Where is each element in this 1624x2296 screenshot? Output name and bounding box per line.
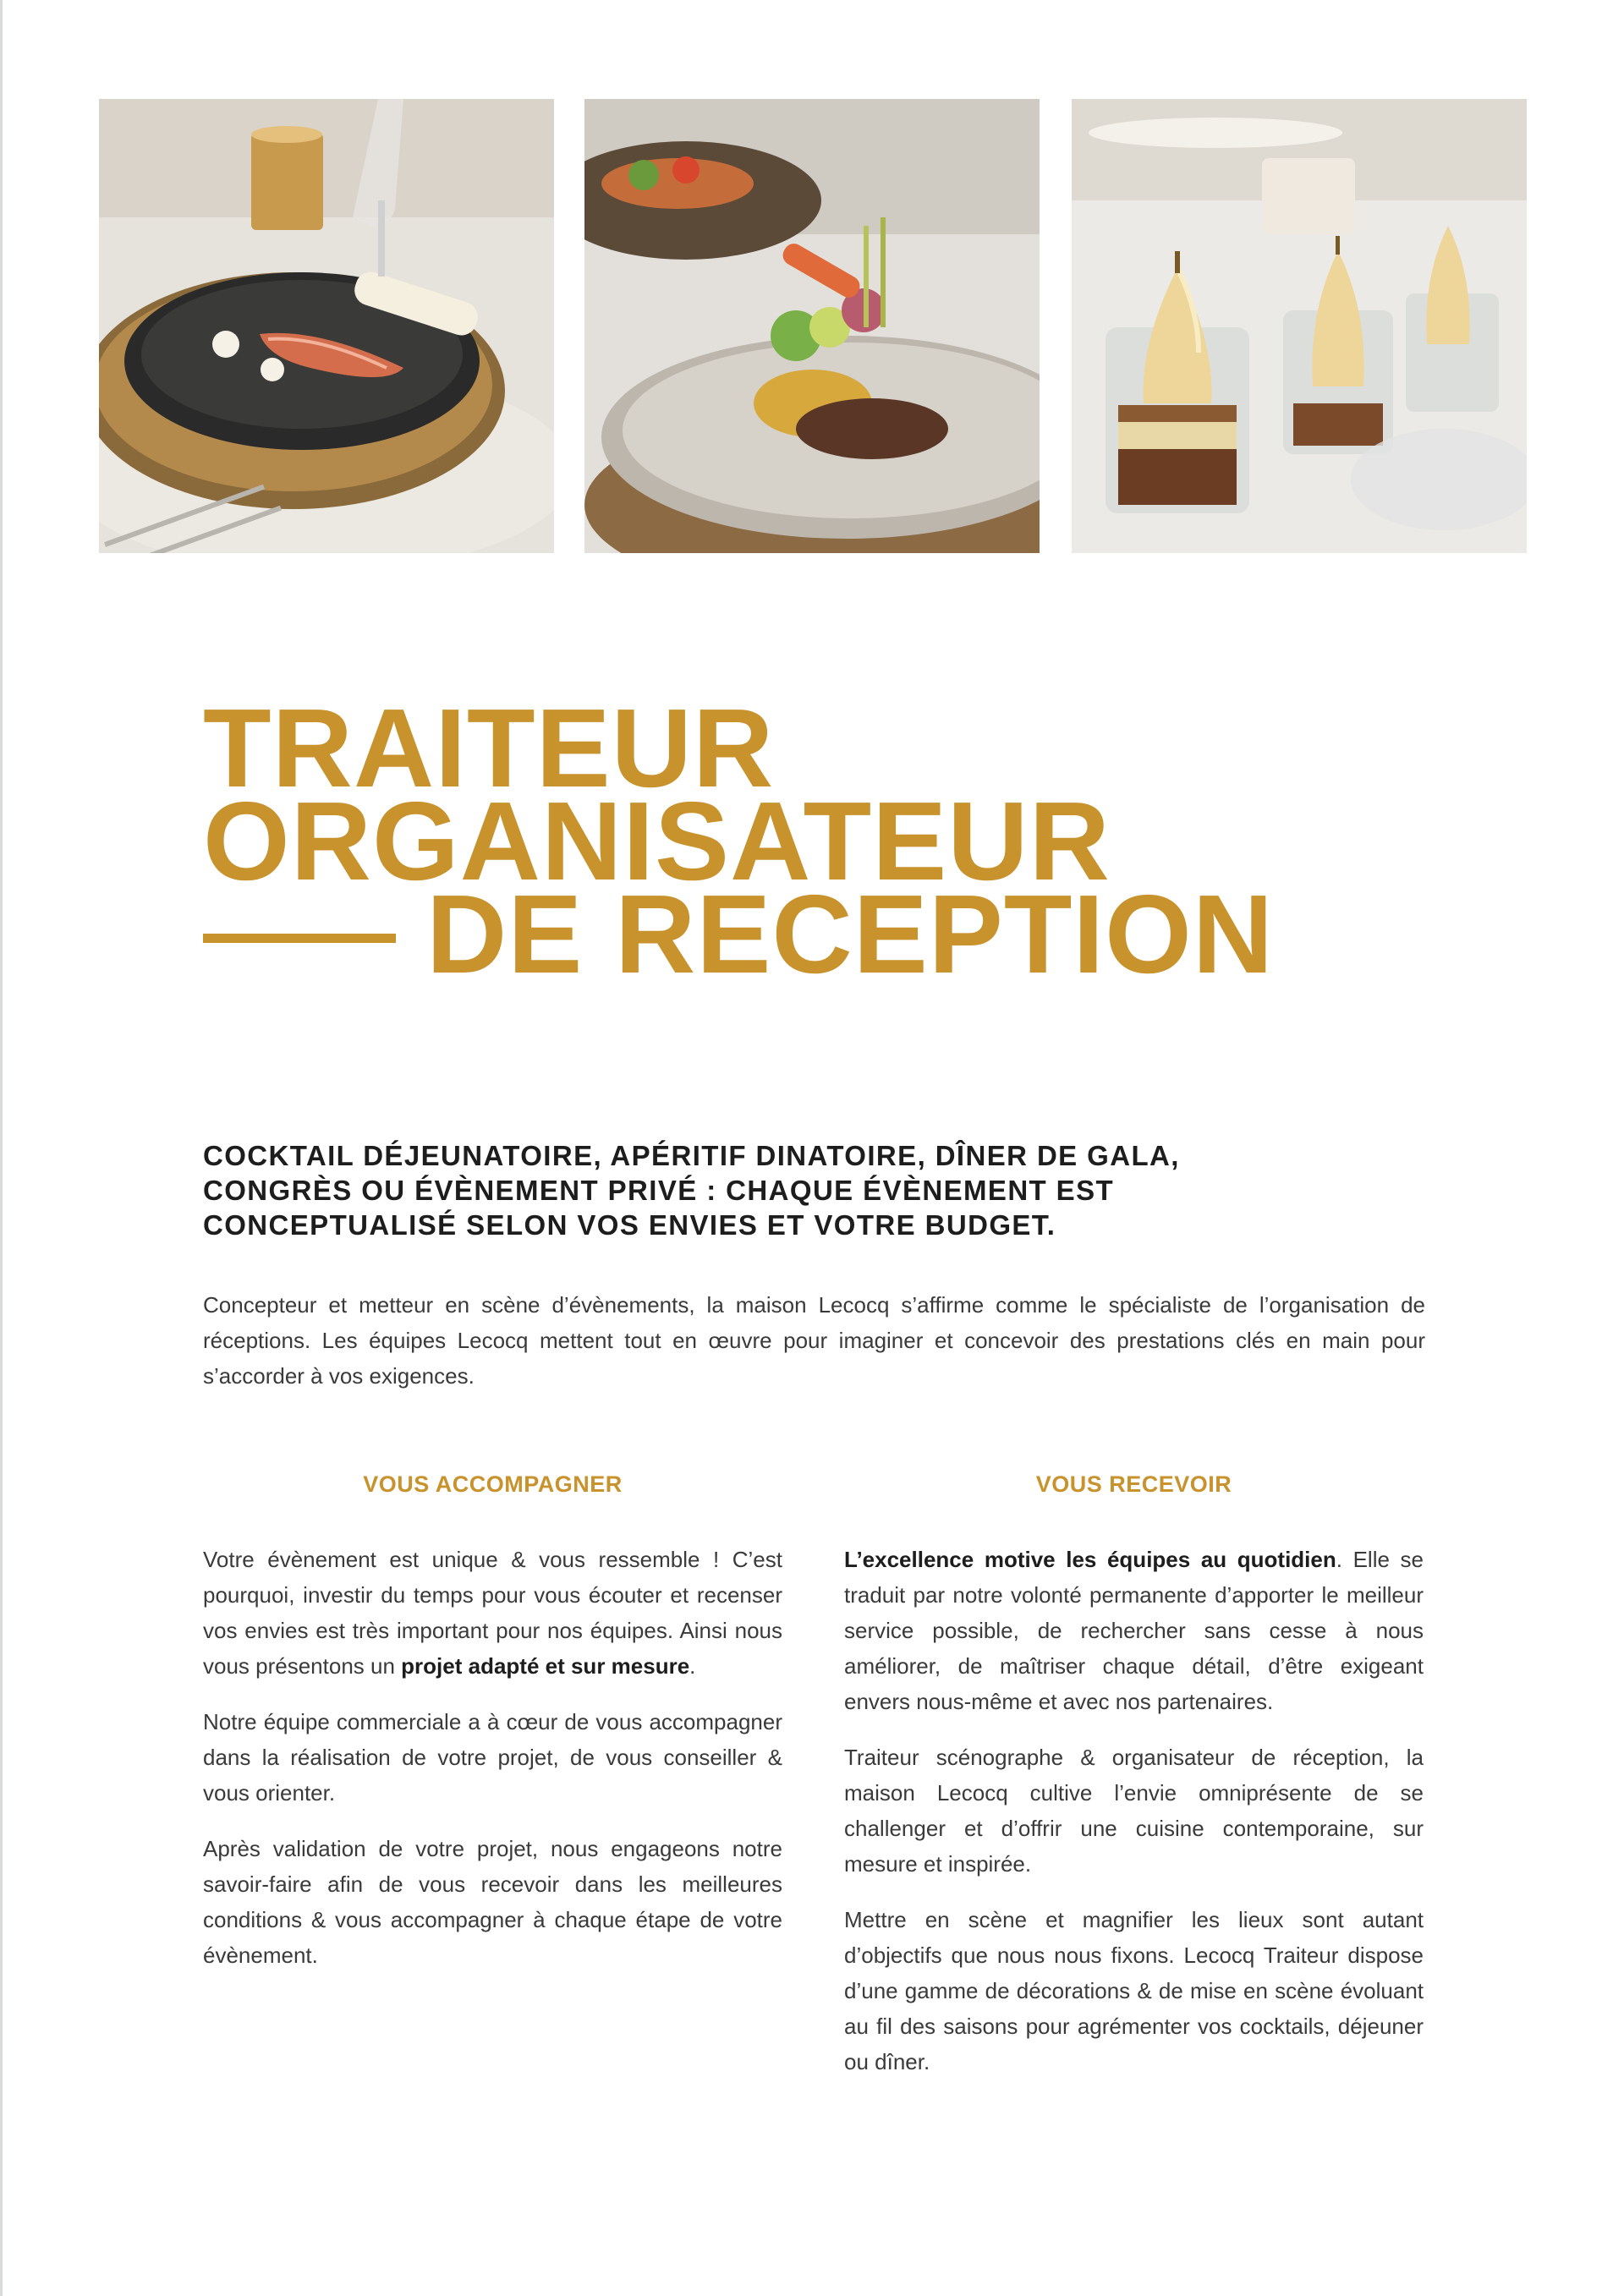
column-accompagner (203, 1471, 782, 1993)
title-line-1: TRAITEUR (203, 686, 775, 810)
right-p1-text: . Elle se traduit par notre volonté permanente d’apporter le meilleur service possible, de rechercher sans cesse à nous améliorer, de maîtriser chaque détail, d’être exigeant envers nous-même et avec nos partenaires. (844, 1547, 1424, 1714)
photo-salmon-plate (99, 99, 554, 553)
right-paragraph-1 (844, 1542, 1424, 1719)
column-heading-accompagner: VOUS ACCOMPAGNER (363, 1471, 623, 1497)
title-line-2: ORGANISATEUR (203, 779, 1111, 903)
photo-pear-dessert-jars (1072, 99, 1527, 553)
left-p1-end: . (689, 1653, 696, 1679)
left-paragraph-2: Notre équipe commerciale a à cœur de vous accompagner dans la réalisation de votre projet, de vous conseiller & vous orienter. (203, 1709, 782, 1806)
left-paragraph-3: Après validation de votre projet, nous engageons notre savoir-faire afin de vous recevoir dans les meilleures conditions & vous accompagner à chaque étape de votre évènement. (203, 1836, 782, 1968)
title-line-3-row (203, 872, 1275, 996)
column-recevoir (844, 1471, 1424, 2100)
intro-headline (203, 1138, 1269, 1242)
column-heading-recevoir: VOUS RECEVOIR (1035, 1471, 1232, 1497)
title-rule (203, 934, 396, 943)
right-p1-bold: L’excellence motive les équipes au quotidien (844, 1547, 1336, 1572)
intro-paragraph: Concepteur et metteur en scène d’évènements, la maison Lecocq s’affirme comme le spécialiste de l’organisation de réceptions. Les équipes Lecocq mettent tout en œuvre pour imaginer et concevoir des prestations clés en main pour s’accorder à vos exigences. (203, 1292, 1425, 1389)
intro-headline-line: COCKTAIL DÉJEUNATOIRE, APÉRITIF DINATOIRE, DÎNER DE GALA, (203, 1140, 1180, 1171)
photo-vegetable-plate (584, 99, 1040, 553)
left-p1-text: Votre évènement est unique & vous ressemble ! C’est pourquoi, investir du temps pour vous écouter et recenser vos envies est très important pour nos équipes. Ainsi nous vous présentons un (203, 1547, 782, 1679)
intro-headline-line: CONCEPTUALISÉ SELON VOS ENVIES ET VOTRE BUDGET. (203, 1209, 1056, 1241)
page-title (203, 686, 1275, 996)
page-edge (0, 0, 3, 2296)
intro-headline-line: CONGRÈS OU ÉVÈNEMENT PRIVÉ : CHAQUE ÉVÈNEMENT EST (203, 1175, 1115, 1206)
left-paragraph-1 (203, 1542, 782, 1684)
right-paragraph-2: Traiteur scénographe & organisateur de réception, la maison Lecocq cultive l’envie omniprésente de se challenger et d’offrir une cuisine contemporaine, sur mesure et inspirée. (844, 1745, 1424, 1877)
right-paragraph-3: Mettre en scène et magnifier les lieux sont autant d’objectifs que nous nous fixons. Lecocq Traiteur dispose d’une gamme de décorations & de mise en scène évoluant au fil des saisons pour agrémenter vos cocktails, déjeuner ou dîner. (844, 1907, 1424, 2074)
left-p1-bold: projet adapté et sur mesure (401, 1653, 690, 1679)
title-line-3: DE RECEPTION (426, 872, 1275, 996)
